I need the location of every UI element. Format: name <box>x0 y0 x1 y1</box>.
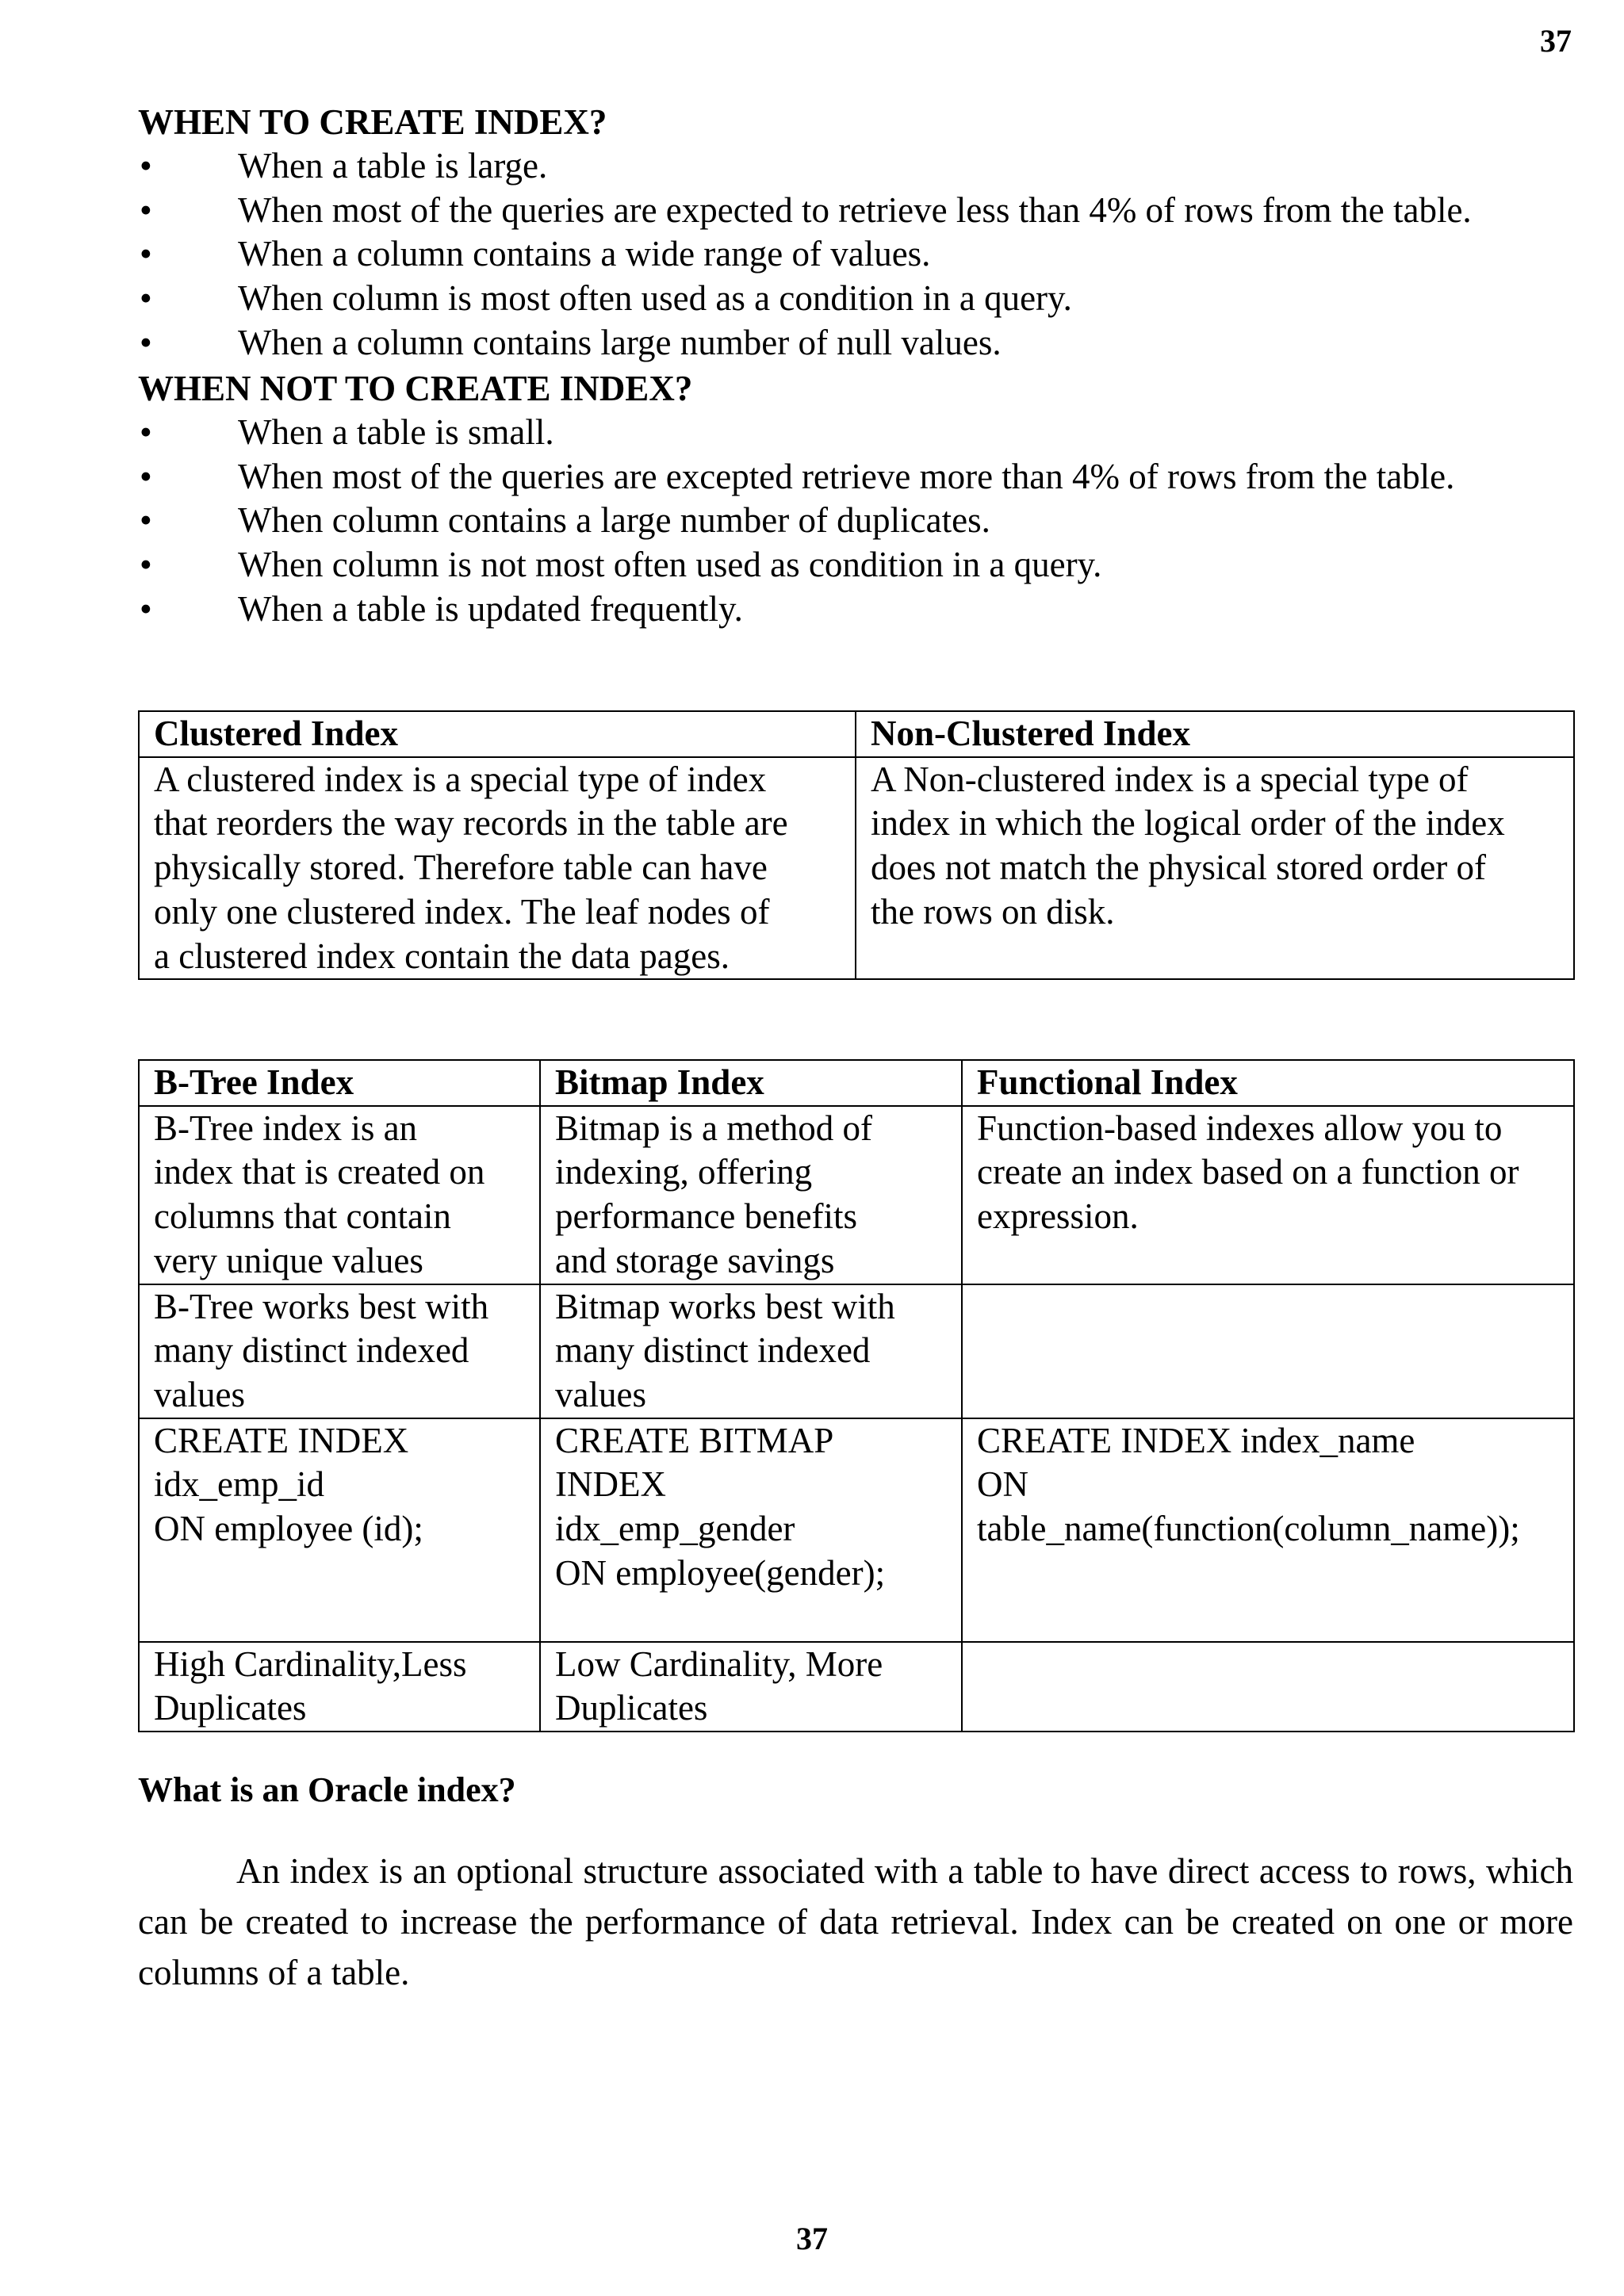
cell-line: CREATE BITMAP <box>555 1420 834 1460</box>
cell-line: the rows on disk. <box>871 891 1115 932</box>
when-not-to-create-section <box>138 366 1573 632</box>
header-non-clustered-index: Non-Clustered Index <box>856 711 1574 757</box>
header-bitmap-index: Bitmap Index <box>540 1060 962 1106</box>
functional-definition-cell <box>962 1106 1574 1284</box>
bullet: • <box>140 588 152 629</box>
bullet: • <box>140 545 152 585</box>
cell-line: CREATE INDEX index_name <box>977 1420 1415 1460</box>
bullet: • <box>140 234 152 274</box>
cell-line: Duplicates <box>154 1688 307 1728</box>
cell-line: only one clustered index. The leaf nodes of <box>154 891 770 932</box>
list-item <box>138 232 1573 277</box>
bullet: • <box>140 500 152 541</box>
list-item-text: When column contains a large number of duplicates. <box>238 500 990 541</box>
header-clustered-index: Clustered Index <box>139 711 856 757</box>
cell-line: index in which the logical order of the index <box>871 803 1505 844</box>
bullet: • <box>140 412 152 452</box>
btree-definition-cell <box>139 1106 540 1284</box>
cell-line: physically stored. Therefore table can have <box>154 848 768 888</box>
bitmap-best-use-cell <box>540 1284 962 1418</box>
list-item-text: When a table is updated frequently. <box>238 588 743 629</box>
list-item-text: When a column contains a wide range of values. <box>238 234 931 274</box>
cell-line: Bitmap is a method of <box>555 1108 872 1148</box>
cell-line: create an index based on a function or <box>977 1152 1519 1192</box>
bitmap-definition-cell <box>540 1106 962 1284</box>
cell-line: CREATE INDEX <box>154 1420 409 1460</box>
bullet: • <box>140 146 152 186</box>
when-to-create-list <box>138 144 1573 365</box>
list-item <box>138 587 1573 632</box>
btree-best-use-cell <box>139 1284 540 1418</box>
cell-line: does not match the physical stored order of <box>871 848 1487 888</box>
cell-line: Bitmap works best with <box>555 1286 895 1326</box>
cell-line: performance benefits <box>555 1196 858 1237</box>
header-btree-index: B-Tree Index <box>139 1060 540 1106</box>
cell-line: many distinct indexed <box>555 1330 871 1371</box>
header-functional-index: Functional Index <box>962 1060 1574 1106</box>
list-item-text: When column is most often used as a condition in a query. <box>238 278 1072 319</box>
cell-line: values <box>154 1374 245 1414</box>
list-item <box>138 543 1573 587</box>
cell-line: ON <box>977 1464 1028 1505</box>
bitmap-syntax-cell <box>540 1418 962 1642</box>
functional-cardinality-cell <box>962 1642 1574 1732</box>
page-number-bottom: 37 <box>796 2221 828 2256</box>
list-item-text: When most of the queries are excepted retrieve more than 4% of rows from the table. <box>238 456 1455 496</box>
list-item-text: When a table is small. <box>238 412 554 452</box>
table-row <box>139 1418 1574 1642</box>
list-item <box>138 144 1573 189</box>
table-row <box>139 1642 1574 1732</box>
list-item <box>138 411 1573 455</box>
cell-line: index that is created on <box>154 1152 485 1192</box>
cell-line: very unique values <box>154 1240 423 1280</box>
page-number-top: 37 <box>1540 23 1572 59</box>
list-item <box>138 455 1573 499</box>
cell-line: columns that contain <box>154 1196 451 1237</box>
bullet: • <box>140 322 152 362</box>
when-to-create-section <box>138 100 1573 365</box>
cell-line: ON employee(gender); <box>555 1552 886 1593</box>
table-row <box>139 757 1574 980</box>
functional-best-use-cell <box>962 1284 1574 1418</box>
cell-line: idx_emp_gender <box>555 1509 795 1549</box>
list-item-text: When a table is large. <box>238 146 548 186</box>
cell-line: INDEX <box>555 1464 666 1505</box>
cell-line: idx_emp_id <box>154 1464 324 1505</box>
when-to-create-heading: WHEN TO CREATE INDEX? <box>138 102 607 142</box>
functional-syntax-cell <box>962 1418 1574 1642</box>
list-item <box>138 499 1573 543</box>
cell-line: A clustered index is a special type of index <box>154 759 767 799</box>
btree-syntax-cell <box>139 1418 540 1642</box>
cell-line: values <box>555 1374 646 1414</box>
btree-cardinality-cell <box>139 1642 540 1732</box>
cell-line: Low Cardinality, More <box>555 1644 883 1684</box>
when-not-to-create-list <box>138 411 1573 632</box>
cell-line: a clustered index contain the data pages. <box>154 936 730 976</box>
cell-line: many distinct indexed <box>154 1330 469 1371</box>
table-row <box>139 1284 1574 1418</box>
cell-line: Function-based indexes allow you to <box>977 1108 1503 1148</box>
cell-line: A Non-clustered index is a special type of <box>871 759 1469 799</box>
list-item-text: When a column contains large number of null values. <box>238 322 1002 362</box>
nonclustered-description-cell <box>856 757 1574 980</box>
table-header-row <box>139 711 1574 757</box>
cell-line: expression. <box>977 1196 1139 1237</box>
cell-line: that reorders the way records in the table are <box>154 803 788 844</box>
oracle-index-paragraph: An index is an optional structure associated with a table to have direct access to rows, which can be created to increase the performance of data retrieval. Index can be created on one or more columns of a table. <box>138 1851 1573 1992</box>
table-row <box>139 1106 1574 1284</box>
cell-line: Duplicates <box>555 1688 708 1728</box>
cell-line: table_name(function(column_name)); <box>977 1509 1520 1549</box>
bitmap-cardinality-cell <box>540 1642 962 1732</box>
cell-line: B-Tree index is an <box>154 1108 418 1148</box>
bullet: • <box>140 189 152 230</box>
clustered-comparison-table <box>138 710 1575 980</box>
list-item <box>138 277 1573 321</box>
cell-line: High Cardinality,Less <box>154 1644 467 1684</box>
list-item <box>138 189 1573 233</box>
cell-line: indexing, offering <box>555 1152 813 1192</box>
when-not-to-create-heading: WHEN NOT TO CREATE INDEX? <box>138 369 693 408</box>
clustered-description-cell <box>139 757 856 980</box>
cell-line: B-Tree works best with <box>154 1286 489 1326</box>
cell-line: and storage savings <box>555 1240 835 1280</box>
list-item <box>138 321 1573 365</box>
list-item-text: When most of the queries are expected to retrieve less than 4% of rows from the table. <box>238 189 1472 230</box>
list-item-text: When column is not most often used as condition in a query. <box>238 545 1102 585</box>
cell-line: ON employee (id); <box>154 1509 423 1549</box>
bullet: • <box>140 456 152 496</box>
table-header-row <box>139 1060 1574 1106</box>
index-types-table <box>138 1059 1575 1732</box>
bullet: • <box>140 278 152 319</box>
oracle-index-question: What is an Oracle index? <box>138 1770 516 1809</box>
